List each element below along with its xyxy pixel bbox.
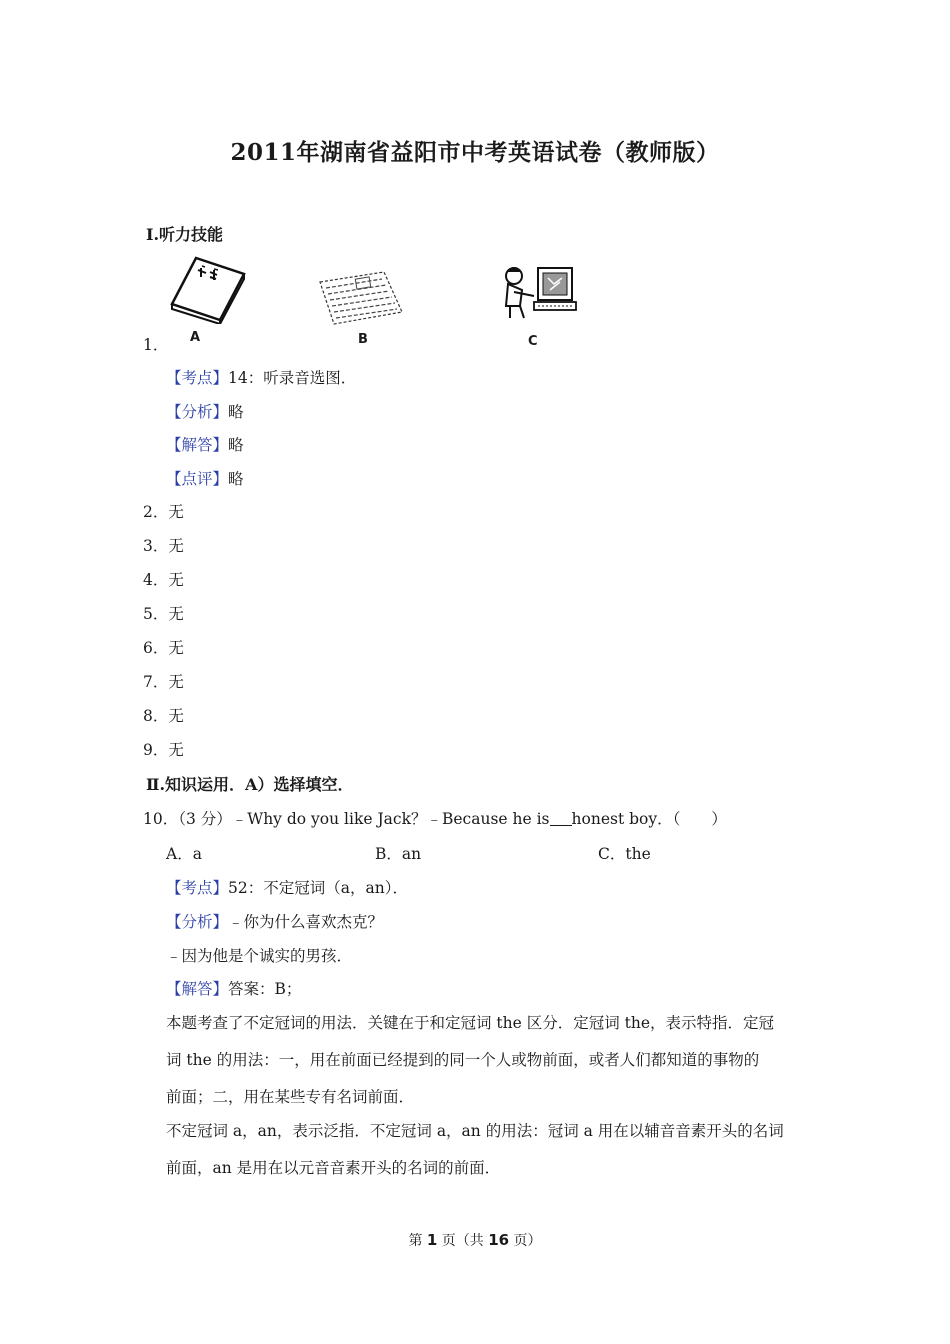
stem-before: （3 分）﹣Why do you like Jack？﹣Because he is (178, 810, 550, 828)
jieda-text: 略 (228, 436, 244, 454)
option-label-c: C (528, 334, 538, 349)
q10-jieda-line (166, 977, 301, 999)
q1-dianping-line (166, 467, 244, 489)
page-number: 1 (426, 1231, 438, 1249)
section-heading-listening: Ⅰ.听力技能 (146, 225, 224, 244)
question-number: 10． (143, 810, 179, 828)
kaodian-tag: 【考点】 (166, 879, 229, 897)
q1-jieda-line (166, 433, 244, 455)
q10-kaodian-line (166, 876, 408, 898)
dianping-text: 略 (228, 470, 244, 488)
explanation-para2-line1: 不定冠词 a，an，表示泛指．不定冠词 a，an 的用法：冠词 a 用在以辅音音素开头的名词 (166, 1122, 784, 1140)
dianping-tag: 【点评】 (166, 470, 229, 488)
option-c: C．the (598, 845, 651, 863)
answer-blank (550, 811, 572, 826)
explanation-para2-line2: 前面，an 是用在以元音音素开头的名词的前面． (166, 1159, 501, 1177)
page-total: 16 (488, 1231, 510, 1249)
page-footer: 第 1 页（共 16 页） (408, 1231, 542, 1249)
question-number: 1． (143, 336, 169, 354)
option-label-b: B (358, 332, 368, 347)
newspaper-picture (316, 268, 406, 328)
q10-stem (143, 807, 727, 829)
explanation-para1-line1: 本题考查了不定冠词的用法．关键在于和定冠词 the 区分．定冠词 the，表示特指．定冠 (166, 1014, 775, 1032)
kaodian-text: 52：不定冠词（a，an）． (228, 879, 408, 897)
option-a: A．a (166, 845, 202, 863)
list-item: 9．无 (143, 741, 184, 759)
list-item: 4．无 (143, 571, 184, 589)
explanation-para1-line3: 前面；二，用在某些专有名词前面． (166, 1088, 415, 1106)
book-picture (166, 252, 250, 324)
list-item: 5．无 (143, 605, 184, 623)
jieda-tag: 【解答】 (166, 436, 229, 454)
list-item: 8．无 (143, 707, 184, 725)
fenxi-text-2: ﹣因为他是个诚实的男孩． (166, 947, 353, 965)
explanation-para1-line2: 词 the 的用法：一，用在前面已经提到的同一个人或物前面，或者人们都知道的事物的 (166, 1051, 760, 1069)
computer-picture (500, 262, 580, 320)
fenxi-text: ﹣你为什么喜欢杰克？ (228, 913, 384, 931)
option-label-a: A (190, 330, 201, 345)
fenxi-tag: 【分析】 (166, 913, 229, 931)
page-title: 2011年湖南省益阳市中考英语试卷（教师版） (230, 139, 720, 166)
q10-fenxi-line (166, 910, 383, 932)
stem-after: honest boy．（ ） (571, 810, 727, 828)
kaodian-text: 14：听录音选图． (228, 369, 357, 387)
fenxi-tag: 【分析】 (166, 403, 229, 421)
q1-fenxi-line (166, 400, 244, 422)
jieda-text: 答案：B； (228, 980, 302, 998)
list-item: 2．无 (143, 503, 184, 521)
list-item: 6．无 (143, 639, 184, 657)
list-item: 7．无 (143, 673, 184, 691)
q1-kaodian-line (166, 366, 356, 388)
list-item: 3．无 (143, 537, 184, 555)
section-heading-knowledge: Ⅱ.知识运用．A）选择填空． (146, 775, 354, 794)
option-b: B．an (375, 845, 422, 863)
jieda-tag: 【解答】 (166, 980, 229, 998)
kaodian-tag: 【考点】 (166, 369, 229, 387)
fenxi-text: 略 (228, 403, 244, 421)
